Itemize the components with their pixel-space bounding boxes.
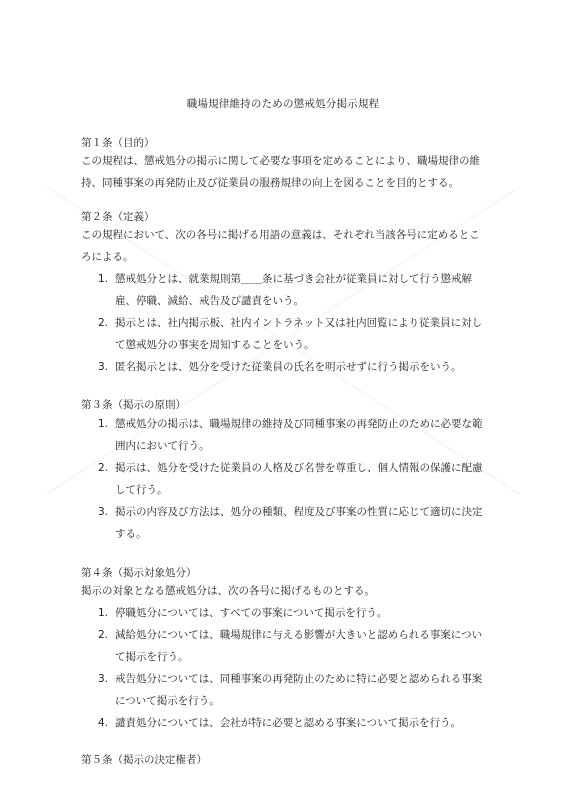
item-number: 3.	[98, 361, 109, 373]
item-line: 戒告処分については、同種事案の再発防止のために特に必要と認められる事案	[115, 673, 483, 685]
item-line: 減給処分については、職場規律に与える影響が大きいと認められる事案につい	[115, 629, 483, 641]
item-line: 掲示は、処分を受けた従業員の人格及び名誉を尊重し、個人情報の保護に配慮	[115, 462, 483, 474]
item-line: 懲戒処分の掲示は、職場規律の維持及び同種事案の再発防止のために必要な範	[115, 418, 483, 430]
item-line: て掲示を行う。	[115, 651, 189, 663]
item-number: 1.	[98, 607, 109, 619]
list-item	[98, 457, 490, 501]
item-line: 雇、停職、減給、戒告及び譴責をいう。	[115, 295, 304, 307]
item-line: して行う。	[115, 484, 168, 496]
item-number: 2.	[98, 317, 109, 329]
item-line: 囲内において行う。	[115, 440, 210, 452]
article-5-heading: 第５条（掲示の決定権者）	[81, 754, 207, 766]
article-3-heading: 第３条（掲示の原則）	[81, 399, 186, 411]
article-2-body	[81, 224, 491, 268]
item-line: について掲示を行う。	[115, 695, 220, 707]
article-1-heading: 第１条（目的）	[81, 137, 155, 149]
item-line: 掲示とは、社内掲示板、社内イントラネット又は社内回覧により従業員に対し	[115, 317, 483, 329]
list-item	[98, 668, 490, 712]
body-line: 持、同種事案の再発防止及び従業員の服務規律の向上を図ることを目的とする。	[81, 177, 459, 189]
list-item	[98, 356, 490, 378]
item-number: 4.	[98, 717, 109, 729]
item-line: 懲戒処分とは、就業規則第＿＿条に基づき会社が従業員に対して行う懲戒解	[115, 273, 472, 285]
article-2-heading: 第２条（定義）	[81, 211, 155, 223]
item-line: て懲戒処分の事実を周知することをいう。	[115, 339, 315, 351]
list-item	[98, 624, 490, 668]
body-line: この規程は、懲戒処分の掲示に関して必要な事項を定めることにより、職場規律の維	[81, 155, 480, 167]
list-item	[98, 501, 490, 545]
list-item	[98, 712, 490, 734]
item-line: 匿名掲示とは、処分を受けた従業員の氏名を明示せずに行う掲示をいう。	[115, 361, 462, 373]
body-line: この規程において、次の各号に掲げる用語の意義は、それぞれ当該各号に定めるとこ	[81, 229, 480, 241]
item-line: する。	[115, 528, 147, 540]
item-number: 2.	[98, 462, 109, 474]
item-number: 3.	[98, 673, 109, 685]
document-title: 職場規律維持のための懲戒処分掲示規程	[186, 98, 380, 110]
list-item	[98, 602, 490, 624]
body-line: ろによる。	[81, 251, 134, 263]
item-line: 掲示の内容及び方法は、処分の種類、程度及び事案の性質に応じて適切に決定	[115, 506, 483, 518]
article-4-body	[81, 580, 491, 602]
body-line: 掲示の対象となる懲戒処分は、次の各号に掲げるものとする。	[81, 585, 375, 597]
item-number: 1.	[98, 273, 109, 285]
item-line: 停職処分については、すべての事案について掲示を行う。	[115, 607, 388, 619]
list-item	[98, 268, 490, 312]
article-4-heading: 第４条（掲示対象処分）	[81, 567, 197, 579]
list-item	[98, 413, 490, 457]
article-1-body	[81, 150, 491, 194]
item-number: 1.	[98, 418, 109, 430]
item-number: 3.	[98, 506, 109, 518]
item-line: 譴責処分については、会社が特に必要と認める事案について掲示を行う。	[115, 717, 462, 729]
list-item	[98, 312, 490, 356]
item-number: 2.	[98, 629, 109, 641]
